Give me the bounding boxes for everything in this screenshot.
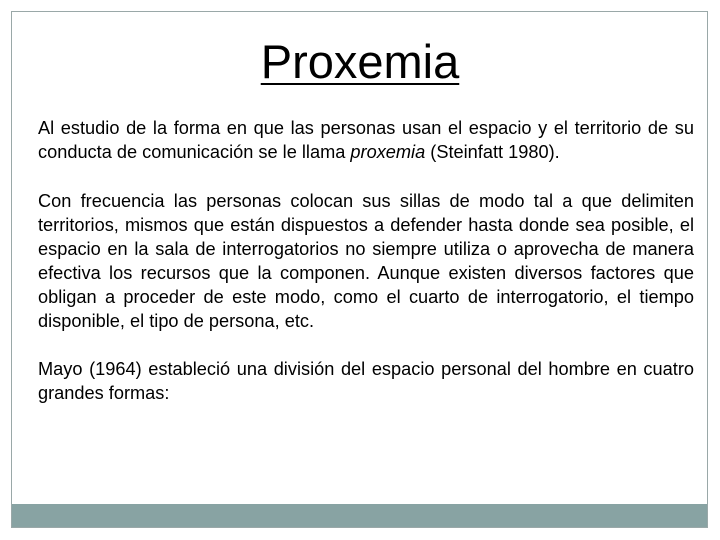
footer-bar: [12, 504, 707, 527]
paragraph-definition-after: (Steinfatt 1980).: [425, 142, 560, 162]
paragraph-definition-before: Al estudio de la forma en que las personas usan el espacio y el territorio de su conducta de comunicación se le llama: [38, 118, 694, 162]
paragraph-territories: Con frecuencia las personas colocan sus sillas de modo tal a que delimiten territorios, mismos que están dispuestos a defender hasta donde sea posible, el espacio en la sala de interrogatorios no siempre utiliza o aprovecha de manera efectiva los recursos que la componen. Aunque existen diversos factores que obligan a proceder de este modo, como el cuarto de interrogatorio, el tiempo disponible, el tipo de persona, etc.: [38, 191, 694, 331]
slide-title-text: Proxemia: [260, 35, 460, 88]
slide-title: [0, 34, 720, 90]
paragraph-mayo: Mayo (1964) estableció una división del espacio personal del hombre en cuatro grandes formas:: [38, 359, 694, 403]
proxemia-term: proxemia: [350, 142, 426, 162]
paragraph-definition: [38, 116, 694, 164]
